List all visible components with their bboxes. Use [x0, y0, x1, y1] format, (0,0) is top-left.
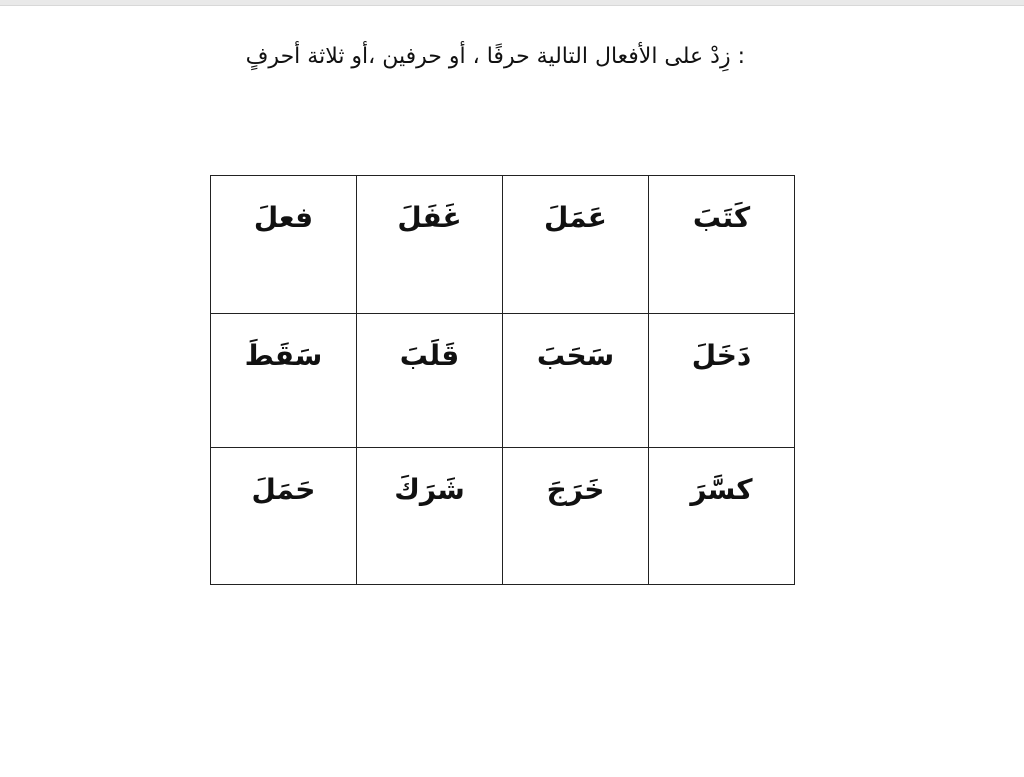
table-cell: [503, 448, 649, 585]
top-border: [0, 0, 1024, 6]
table-cell: [357, 176, 503, 314]
instruction-text: : زِدْ على الأفعال التالية حرفًا ، أو حرفين ،أو ثلاثة أحرفٍ: [245, 44, 745, 69]
table-cell: [211, 314, 357, 448]
table-row: [211, 314, 795, 448]
verb-word: خَرَجَ: [546, 473, 605, 506]
verbs-table: [210, 175, 795, 585]
verb-word: كسَّرَ: [690, 473, 753, 506]
table-cell: [211, 448, 357, 585]
verb-word: كَتَبَ: [692, 201, 751, 234]
verb-word: قَلَبَ: [399, 339, 460, 372]
verb-word: حَمَلَ: [251, 473, 316, 506]
verb-word: سَحَبَ: [536, 339, 615, 372]
verb-word: دَخَلَ: [691, 339, 752, 372]
table-cell: [211, 176, 357, 314]
table-row: [211, 448, 795, 585]
table-cell: [357, 448, 503, 585]
verb-word: سَقَطَ: [244, 339, 323, 372]
verb-word: عَمَلَ: [544, 201, 607, 234]
table-cell: [649, 314, 795, 448]
verb-word: غَفَلَ: [397, 201, 462, 234]
table-cell: [357, 314, 503, 448]
table-cell: [649, 176, 795, 314]
verb-word: فعلَ: [253, 201, 314, 234]
table-cell: [503, 314, 649, 448]
table-cell: [503, 176, 649, 314]
table-row: [211, 176, 795, 314]
verb-word: شَرَكَ: [394, 473, 465, 506]
table-cell: [649, 448, 795, 585]
